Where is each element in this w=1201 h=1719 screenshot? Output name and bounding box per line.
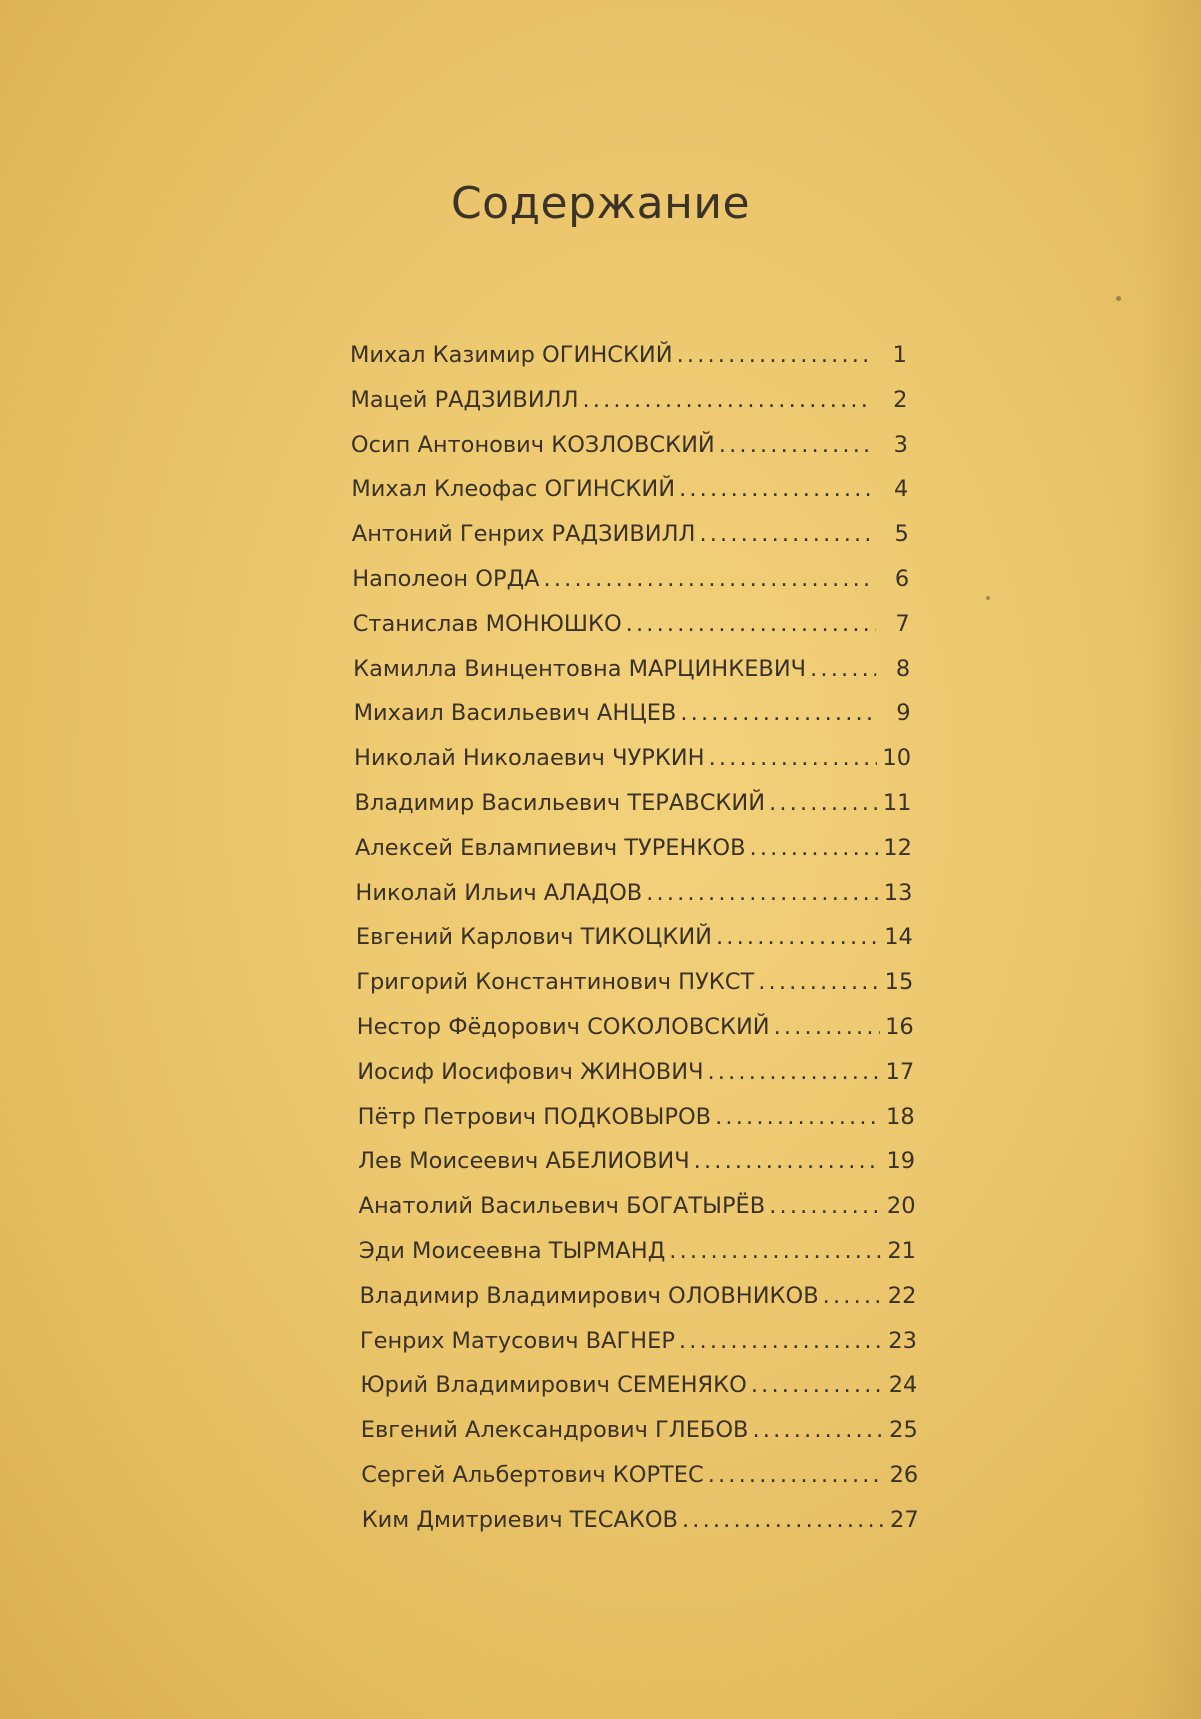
toc-dot-leader [626,602,876,647]
toc-entry-name: Евгений Карлович ТИКОЦКИЙ [355,924,712,951]
toc-entry-page: 5 [894,521,909,548]
toc-dot-leader [751,1363,883,1408]
paper-speck [1116,296,1121,301]
toc-entry-page: 15 [884,969,914,996]
toc-dot-leader [694,1139,881,1184]
toc-entry [356,960,913,1005]
toc-dot-leader [810,647,876,692]
toc-entry-page: 20 [886,1193,916,1220]
toc-entry-name: Михаил Васильевич АНЦЕВ [353,700,677,727]
toc-dot-leader [709,736,877,781]
toc-entry [350,378,907,423]
toc-entry [354,691,911,736]
toc-entry-name: Наполеон ОРДА [352,565,540,592]
toc-entry-page: 22 [887,1282,917,1309]
toc-dot-leader [699,512,874,557]
toc-entry [360,1319,917,1364]
toc-entry-page: 26 [889,1461,919,1488]
toc-entry [356,915,913,960]
toc-entry [357,1005,914,1050]
page-title: Содержание [450,178,751,229]
toc-entry-name: Евгений Александрович ГЛЕБОВ [360,1417,749,1444]
toc-dot-leader [823,1274,883,1319]
toc-entry-name: Станислав МОНЮШКО [352,610,622,637]
toc-entry-name: Николай Ильич АЛАДОВ [355,879,643,906]
toc-dot-leader [677,333,873,378]
toc-entry [351,423,908,468]
toc-entry [355,871,912,916]
toc-entry-page: 3 [893,431,908,458]
toc-entry-name: Владимир Васильевич ТЕРАВСКИЙ [354,789,766,816]
toc-dot-leader [769,781,877,826]
toc-entry [360,1363,917,1408]
toc-entry-name: Камилла Винцентовна МАРЦИНКЕВИЧ [353,655,807,682]
toc-entry-page: 4 [894,476,909,503]
toc-entry-name: Пётр Петрович ПОДКОВЫРОВ [357,1103,712,1130]
toc-entry [358,1139,915,1184]
toc-entry-page: 11 [882,789,912,816]
toc-entry-name: Михал Казимир ОГИНСКИЙ [350,342,673,368]
toc-dot-leader [707,1050,880,1095]
toc-entry-page: 24 [888,1372,918,1399]
toc-entry-page: 23 [888,1327,917,1354]
toc-entry-name: Нестор Фёдорович СОКОЛОВСКИЙ [356,1013,770,1040]
toc-dot-leader [582,378,873,423]
toc-entry-name: Михал Клеофас ОГИНСКИЙ [351,476,676,503]
toc-entry-page: 18 [886,1103,915,1130]
toc-entry [354,736,911,781]
toc-entry [355,826,912,871]
toc-entry-name: Юрий Владимирович СЕМЕНЯКО [360,1372,747,1399]
toc-entry-name: Генрих Матусович ВАГНЕР [359,1327,675,1354]
toc-entry [359,1274,916,1319]
toc-dot-leader [708,1453,885,1498]
page-edge-shadow [1141,0,1201,1719]
toc-entry-page: 27 [890,1506,919,1533]
toc-entry [359,1184,916,1229]
toc-entry [353,602,910,647]
toc-entry [352,512,909,557]
toc-entry-name: Сергей Альбертович КОРТЕС [361,1461,704,1488]
toc-entry-page: 1 [892,342,907,368]
toc-entry-name: Антоний Генрих РАДЗИВИЛЛ [351,521,696,548]
toc-entry-name: Эди Моисеевна ТЫРМАНД [359,1237,666,1264]
toc-entry-page: 6 [894,565,910,592]
toc-entry-page: 10 [882,745,912,772]
toc-entry [350,333,907,378]
toc-entry [357,1050,914,1095]
toc-entry [358,1095,915,1140]
toc-entry-name: Алексей Евлампиевич ТУРЕНКОВ [354,834,746,861]
toc-dot-leader [719,423,874,468]
toc-entry-name: Иосиф Иосифович ЖИНОВИЧ [357,1058,704,1085]
toc-entry [362,1498,919,1543]
toc-entry-name: Мацей РАДЗИВИЛЛ [350,386,579,413]
toc-entry [353,647,910,692]
toc-dot-leader [680,691,876,736]
toc-dot-leader [758,960,879,1005]
toc-dot-leader [679,1319,883,1364]
toc-dot-leader [715,1095,881,1140]
toc-dot-leader [544,557,876,602]
toc-entry-name: Григорий Константинович ПУКСТ [356,969,755,996]
table-of-contents [350,333,919,1543]
toc-entry-page: 12 [883,834,912,861]
toc-entry-name: Осип Антонович КОЗЛОВСКИЙ [350,431,715,458]
toc-entry-name: Николай Николаевич ЧУРКИН [354,745,705,772]
toc-entry-name: Владимир Владимирович ОЛОВНИКОВ [359,1282,819,1309]
toc-dot-leader [769,1184,881,1229]
toc-entry-page: 7 [895,610,910,637]
toc-dot-leader [669,1229,882,1274]
toc-entry-page: 17 [885,1058,915,1085]
toc-entry-page: 8 [895,655,911,682]
toc-entry-page: 25 [889,1417,918,1444]
toc-entry-page: 2 [893,386,908,413]
toc-dot-leader [716,915,879,960]
toc-entry [355,781,912,826]
toc-dot-leader [753,1408,884,1453]
toc-dot-leader [646,871,878,916]
toc-entry [351,467,908,512]
toc-dot-leader [682,1498,885,1543]
toc-dot-leader [679,467,874,512]
toc-entry [361,1408,918,1453]
toc-entry-page: 14 [884,924,913,951]
toc-entry-name: Ким Дмитриевич ТЕСАКОВ [361,1506,678,1533]
toc-entry-page: 13 [883,879,913,906]
toc-entry-name: Анатолий Васильевич БОГАТЫРЁВ [358,1193,766,1220]
toc-entry-page: 9 [896,700,911,727]
toc-dot-leader [774,1005,880,1050]
toc-entry-name: Лев Моисеевич АБЕЛИОВИЧ [358,1148,690,1175]
toc-entry-page: 19 [886,1148,916,1175]
toc-entry-page: 21 [887,1237,916,1264]
toc-entry [352,557,909,602]
toc-entry [359,1229,916,1274]
toc-entry-page: 16 [885,1013,914,1040]
toc-entry [361,1453,918,1498]
paper-speck [986,596,990,600]
toc-dot-leader [750,826,878,871]
